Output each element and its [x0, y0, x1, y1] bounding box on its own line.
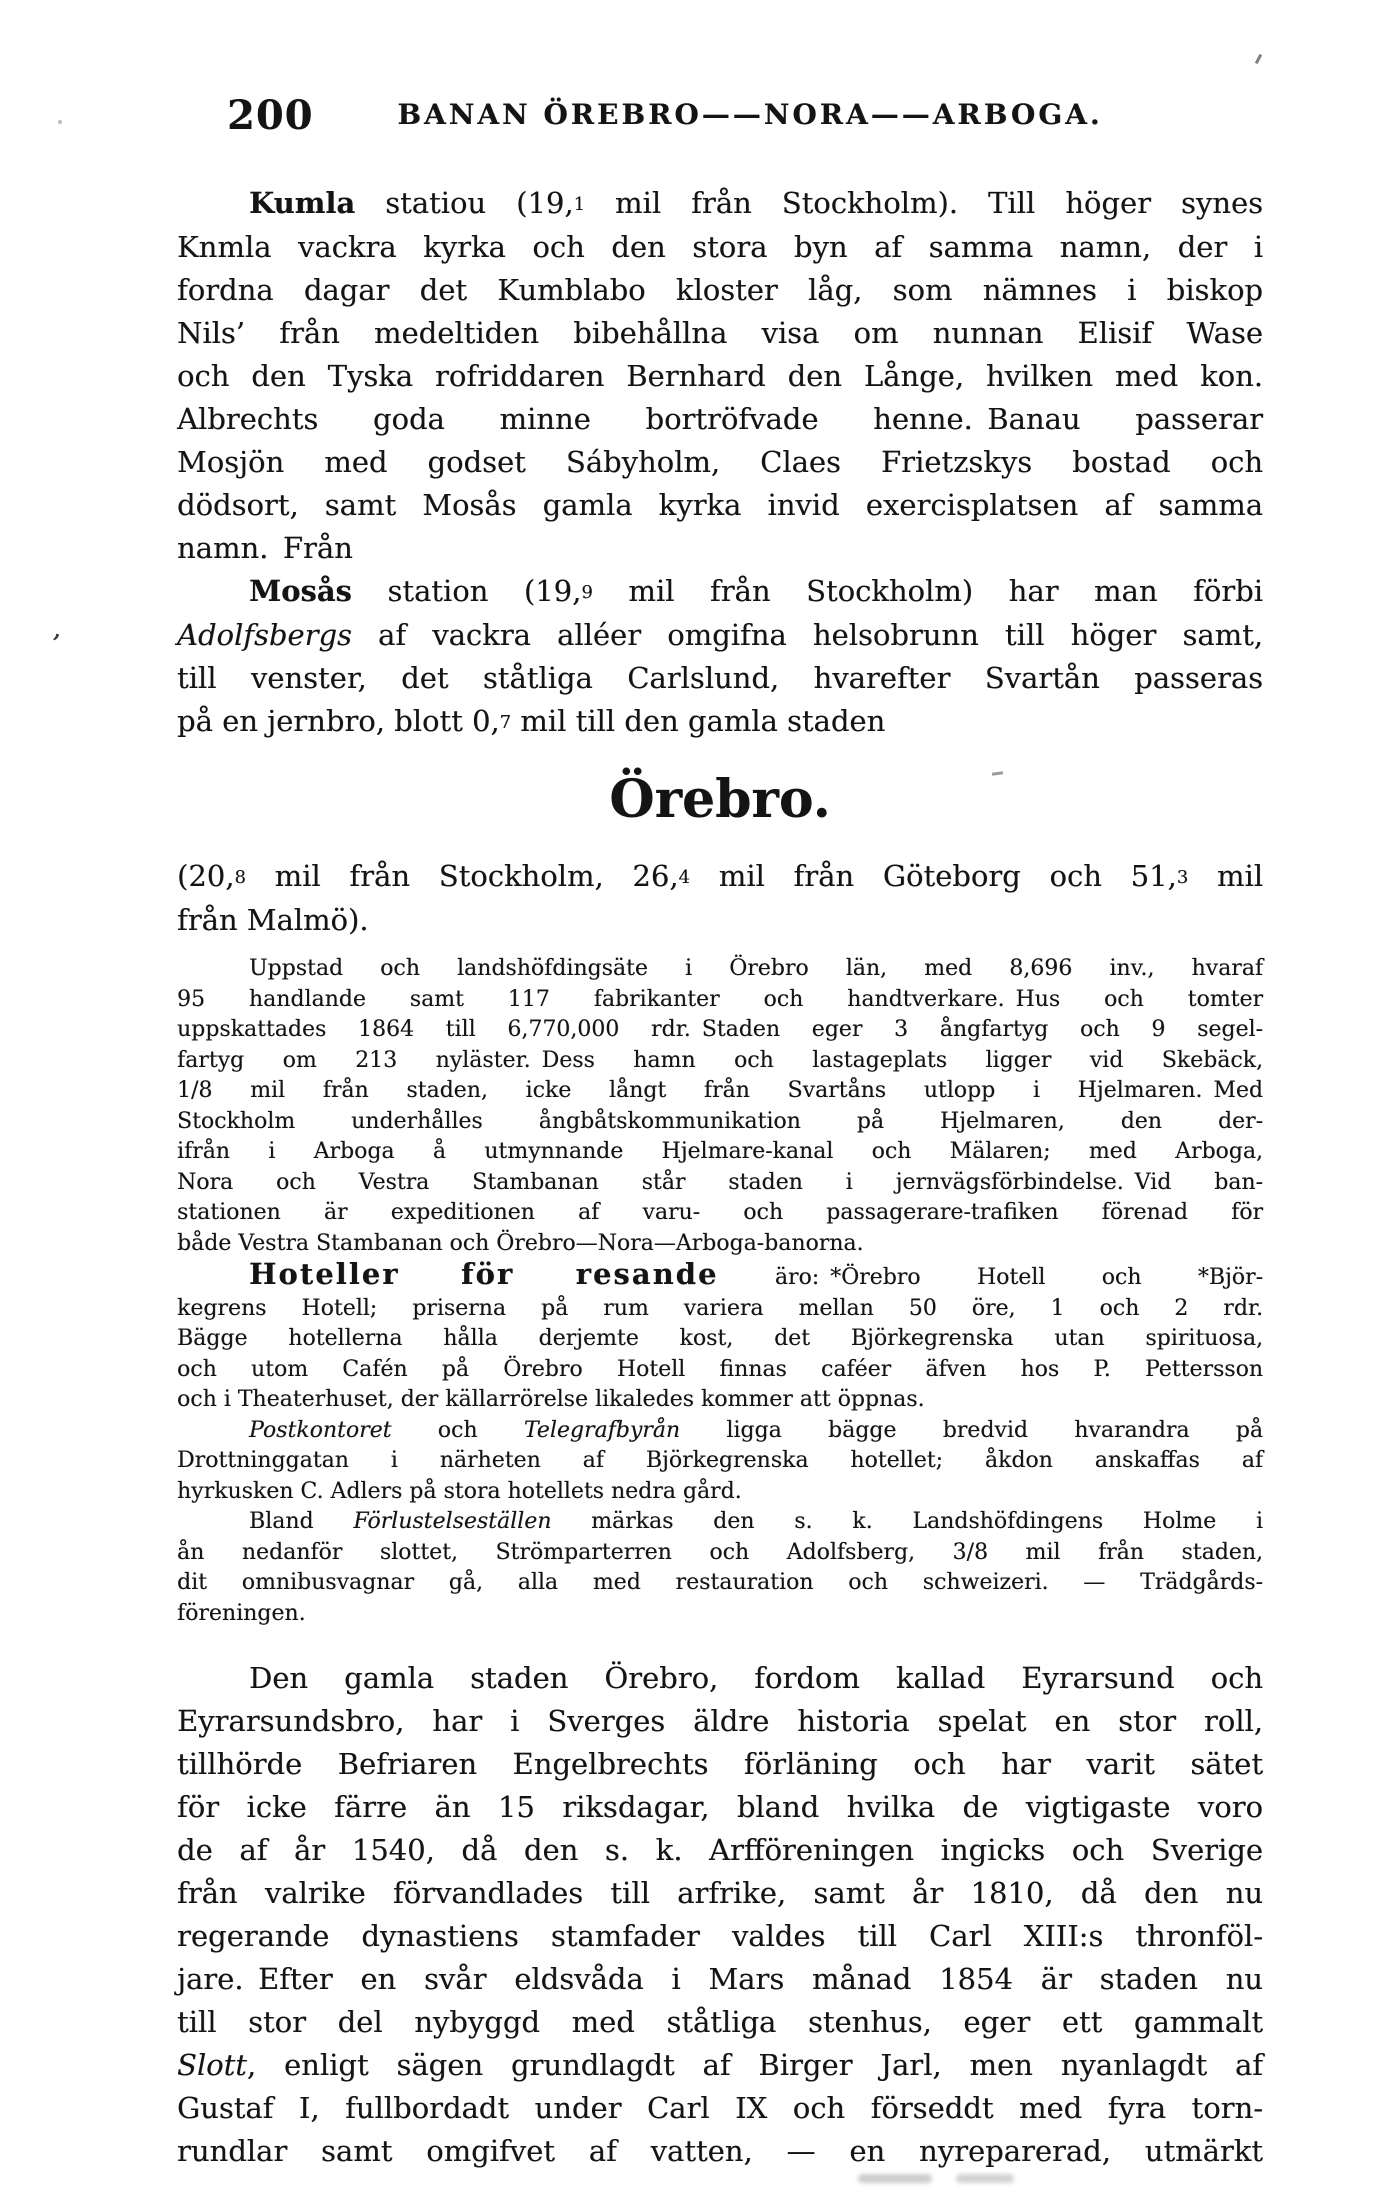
ink-speck [58, 120, 62, 124]
text-segment: Drottninggatan i närheten af Björkegrenska hotellet; åkdon anskaffas af [177, 1448, 1263, 1474]
text-segment: 3 [1176, 867, 1189, 889]
text-line [177, 1915, 1263, 1958]
text-segment: dit omnibusvagnar gå, alla med restauration och schweizeri. — Trädgårds- [177, 1570, 1263, 1596]
text-segment: de af år 1540, då den s. k. Arfföreningen ingicks och Sverige [177, 1833, 1263, 1868]
text-line [177, 570, 1263, 614]
text-line [177, 1015, 1263, 1046]
text-segment: mil från Stockholm). Till höger synes [585, 186, 1263, 220]
text-segment: namn. Från [177, 530, 353, 565]
text-segment: mil [1188, 859, 1263, 894]
text-line [177, 1507, 1263, 1538]
text-line [177, 484, 1263, 527]
text-segment: Albrechts goda minne bortröfvade henne. Banau passerar [177, 401, 1263, 436]
text-segment: äro: *Örebro Hotell och *Björ- [718, 1265, 1263, 1291]
text-segment: 7 [499, 711, 512, 733]
paragraph-city-history [177, 1657, 1263, 2173]
text-line [177, 269, 1263, 312]
text-segment: från Malmö). [177, 903, 369, 938]
text-line [177, 1259, 1263, 1294]
text-line [177, 1700, 1263, 1743]
text-line [177, 700, 1263, 744]
text-line [177, 1786, 1263, 1829]
text-segment: Stockholm underhålles ångbåtskommunikation på Hjelmaren, den der- [177, 1108, 1263, 1134]
page-bottom-smudge [956, 2174, 1014, 2183]
text-segment: till venster, det ståtliga Carlslund, hvarefter Svartån passeras [177, 660, 1263, 695]
text-segment: och [391, 1417, 524, 1443]
text-line [177, 1168, 1263, 1199]
page-number: 200 [227, 92, 314, 139]
text-line [177, 1416, 1263, 1447]
text-segment: ligga bägge bredvid hvarandra på [680, 1417, 1263, 1443]
text-segment: Förlustelseställen [353, 1509, 552, 1535]
text-segment: både Vestra Stambanan och Örebro—Nora—Arboga-banorna. [177, 1230, 864, 1256]
section-heading-orebro: Örebro. [609, 769, 831, 831]
text-segment: Knmla vackra kyrka och den stora byn af samma namn, der i [177, 229, 1263, 264]
text-line [177, 954, 1263, 985]
text-segment: föreningen. [177, 1600, 306, 1626]
text-segment: 9 [581, 581, 593, 603]
page-bottom-smudge [858, 2174, 932, 2183]
text-segment: uppskattades 1864 till 6,770,000 rdr. Staden eger 3 ångfartyg och 9 segel- [177, 1017, 1263, 1043]
text-segment: Adolfsbergs [177, 617, 352, 652]
text-segment: ån nedanför slottet, Strömparterren och Adolfsberg, 3/8 mil från staden, [177, 1539, 1263, 1565]
text-segment: statiou (19, [355, 186, 574, 220]
text-segment: till stor del nybyggd med ståtliga stenhus, eger ett gammalt [177, 2005, 1263, 2040]
text-line [177, 355, 1263, 398]
text-segment: 8 [234, 867, 246, 889]
text-segment: dödsort, samt Mosås gamla kyrka invid exercisplatsen af samma [177, 487, 1263, 522]
text-segment: Hoteller för resande [249, 1257, 719, 1292]
text-line [177, 527, 1263, 570]
text-segment: Kumla [249, 186, 356, 220]
margin-ink-tick: ’ [46, 627, 63, 662]
text-segment: fordna dagar det Kumblabo kloster låg, som nämnes i biskop [177, 272, 1263, 307]
text-segment: och i Theaterhuset, der källarrörelse likaledes kommer att öppnas. [177, 1387, 925, 1413]
text-segment: stationen är expeditionen af varu- och passagerare-trafiken förenad för [177, 1200, 1263, 1226]
text-segment: mil till den gamla staden [511, 703, 886, 738]
text-line [177, 1137, 1263, 1168]
text-segment: Uppstad och landshöfdingsäte i Örebro län, med 8,696 inv., hvaraf [249, 956, 1263, 982]
text-line [177, 855, 1263, 899]
text-segment: hyrkusken C. Adlers på stora hotellets nedra gård. [177, 1478, 742, 1504]
text-line [177, 1568, 1263, 1599]
text-segment: af vackra alléer omgifna helsobrunn till höger samt, [351, 617, 1263, 652]
text-segment: Slott [177, 2048, 247, 2083]
text-segment: tillhörde Befriaren Engelbrechts förläning och har varit sätet [177, 1747, 1263, 1782]
text-line [177, 1046, 1263, 1077]
text-line [177, 1743, 1263, 1786]
text-segment: Nils’ från medeltiden bibehållna visa om nunnan Elisif Wase [177, 315, 1263, 350]
text-column [177, 0, 1263, 2173]
paragraph-distances [177, 855, 1263, 942]
text-segment: Telegrafbyrån [523, 1417, 681, 1443]
text-segment: och utom Cafén på Örebro Hotell finnas caféer äfven hos P. Pettersson [177, 1356, 1263, 1382]
text-line [177, 657, 1263, 700]
text-line [177, 226, 1263, 269]
text-line [177, 2044, 1263, 2087]
text-line [177, 182, 1263, 226]
text-segment: kegrens Hotell; priserna på rum variera mellan 50 öre, 1 och 2 rdr. [177, 1295, 1263, 1321]
text-segment: Eyrarsundsbro, har i Sverges äldre historia spelat en stor roll, [177, 1704, 1263, 1739]
text-segment: mil från Stockholm, 26, [245, 859, 679, 894]
text-line [177, 1872, 1263, 1915]
text-segment: fartyg om 213 nyläster. Dess hamn och lastageplats ligger vid Skebäck, [177, 1047, 1263, 1073]
text-segment: 1 [573, 193, 586, 215]
text-line [177, 2130, 1263, 2173]
text-segment: Gustaf I, fullbordadt under Carl IX och förseddt med fyra torn- [177, 2091, 1263, 2126]
text-segment: 95 handlande samt 117 fabrikanter och handtverkare. Hus och tomter [177, 986, 1263, 1012]
text-line [177, 1076, 1263, 1107]
text-segment: Bägge hotellerna hålla derjemte kost, det Björkegrenska utan spirituosa, [177, 1326, 1263, 1352]
text-line [177, 1538, 1263, 1569]
text-segment: jare. Efter en svår eldsvåda i Mars månad 1854 är staden nu [177, 1962, 1263, 1997]
text-line [177, 1294, 1263, 1325]
text-segment: på en jernbro, blott 0, [177, 703, 500, 738]
text-line [177, 899, 1263, 942]
text-line [177, 985, 1263, 1016]
text-line [177, 1599, 1263, 1630]
paragraph-hotels [177, 1259, 1263, 1416]
text-line [177, 1385, 1263, 1416]
text-segment: Mosjön med godset Sábyholm, Claes Frietzskys bostad och [177, 444, 1263, 479]
text-line [177, 1958, 1263, 2001]
paragraph-post-telegraph [177, 1416, 1263, 1508]
text-line [177, 1355, 1263, 1386]
paragraph-city-facts [177, 954, 1263, 1259]
text-line [177, 1324, 1263, 1355]
text-line [177, 1657, 1263, 1700]
text-line [177, 614, 1263, 657]
text-segment: Postkontoret [249, 1417, 392, 1443]
text-segment: ifrån i Arboga å utmynnande Hjelmare-kanal och Mälaren; med Arboga, [177, 1139, 1263, 1165]
text-segment: märkas den s. k. Landshöfdingens Holme i [551, 1509, 1263, 1535]
paragraph-amusements [177, 1507, 1263, 1629]
text-segment: Nora och Vestra Stambanan står staden i jernvägsförbindelse. Vid ban- [177, 1169, 1263, 1195]
text-segment: regerande dynastiens stamfader valdes till Carl XIII:s thronföl- [177, 1919, 1263, 1954]
text-line [177, 2001, 1263, 2044]
paragraph-kumla-station [177, 182, 1263, 570]
running-head [177, 92, 1263, 139]
text-segment: 1/8 mil från staden, icke långt från Svartåns utlopp i Hjelmaren. Med [177, 1078, 1263, 1104]
text-segment: mil från Stockholm) har man förbi [592, 573, 1263, 608]
text-line [177, 1829, 1263, 1872]
text-line [177, 1107, 1263, 1138]
text-segment: (20, [177, 859, 235, 894]
text-line [177, 398, 1263, 441]
text-line [177, 1198, 1263, 1229]
text-segment: mil från Göteborg och 51, [689, 859, 1177, 894]
text-segment: Den gamla staden Örebro, fordom kallad Eyrarsund och [249, 1661, 1263, 1696]
text-segment: station (19, [351, 573, 582, 608]
text-segment: 4 [678, 867, 690, 889]
text-segment: för icke färre än 15 riksdagar, bland hvilka de vigtigaste voro [177, 1790, 1263, 1825]
text-line [177, 1477, 1263, 1508]
text-line [177, 312, 1263, 355]
text-line [177, 441, 1263, 484]
text-line [177, 1229, 1263, 1260]
text-segment: från valrike förvandlades till arfrike, samt år 1810, då den nu [177, 1876, 1263, 1911]
text-segment: , enligt sägen grundlagdt af Birger Jarl, men nyanlagdt af [246, 2048, 1263, 2083]
text-segment: Bland [249, 1509, 354, 1535]
running-title: BANAN ÖREBRO——NORA——ARBOGA. [397, 98, 1103, 131]
text-segment: rundlar samt omgifvet af vatten, — en nyreparerad, utmärkt [177, 2134, 1263, 2169]
text-segment: och den Tyska rofriddaren Bernhard den Långe, hvilken med kon. [177, 358, 1263, 393]
text-line [177, 2087, 1263, 2130]
paragraph-mosas-station [177, 570, 1263, 744]
text-line [177, 1446, 1263, 1477]
text-segment: Mosås [249, 573, 352, 608]
